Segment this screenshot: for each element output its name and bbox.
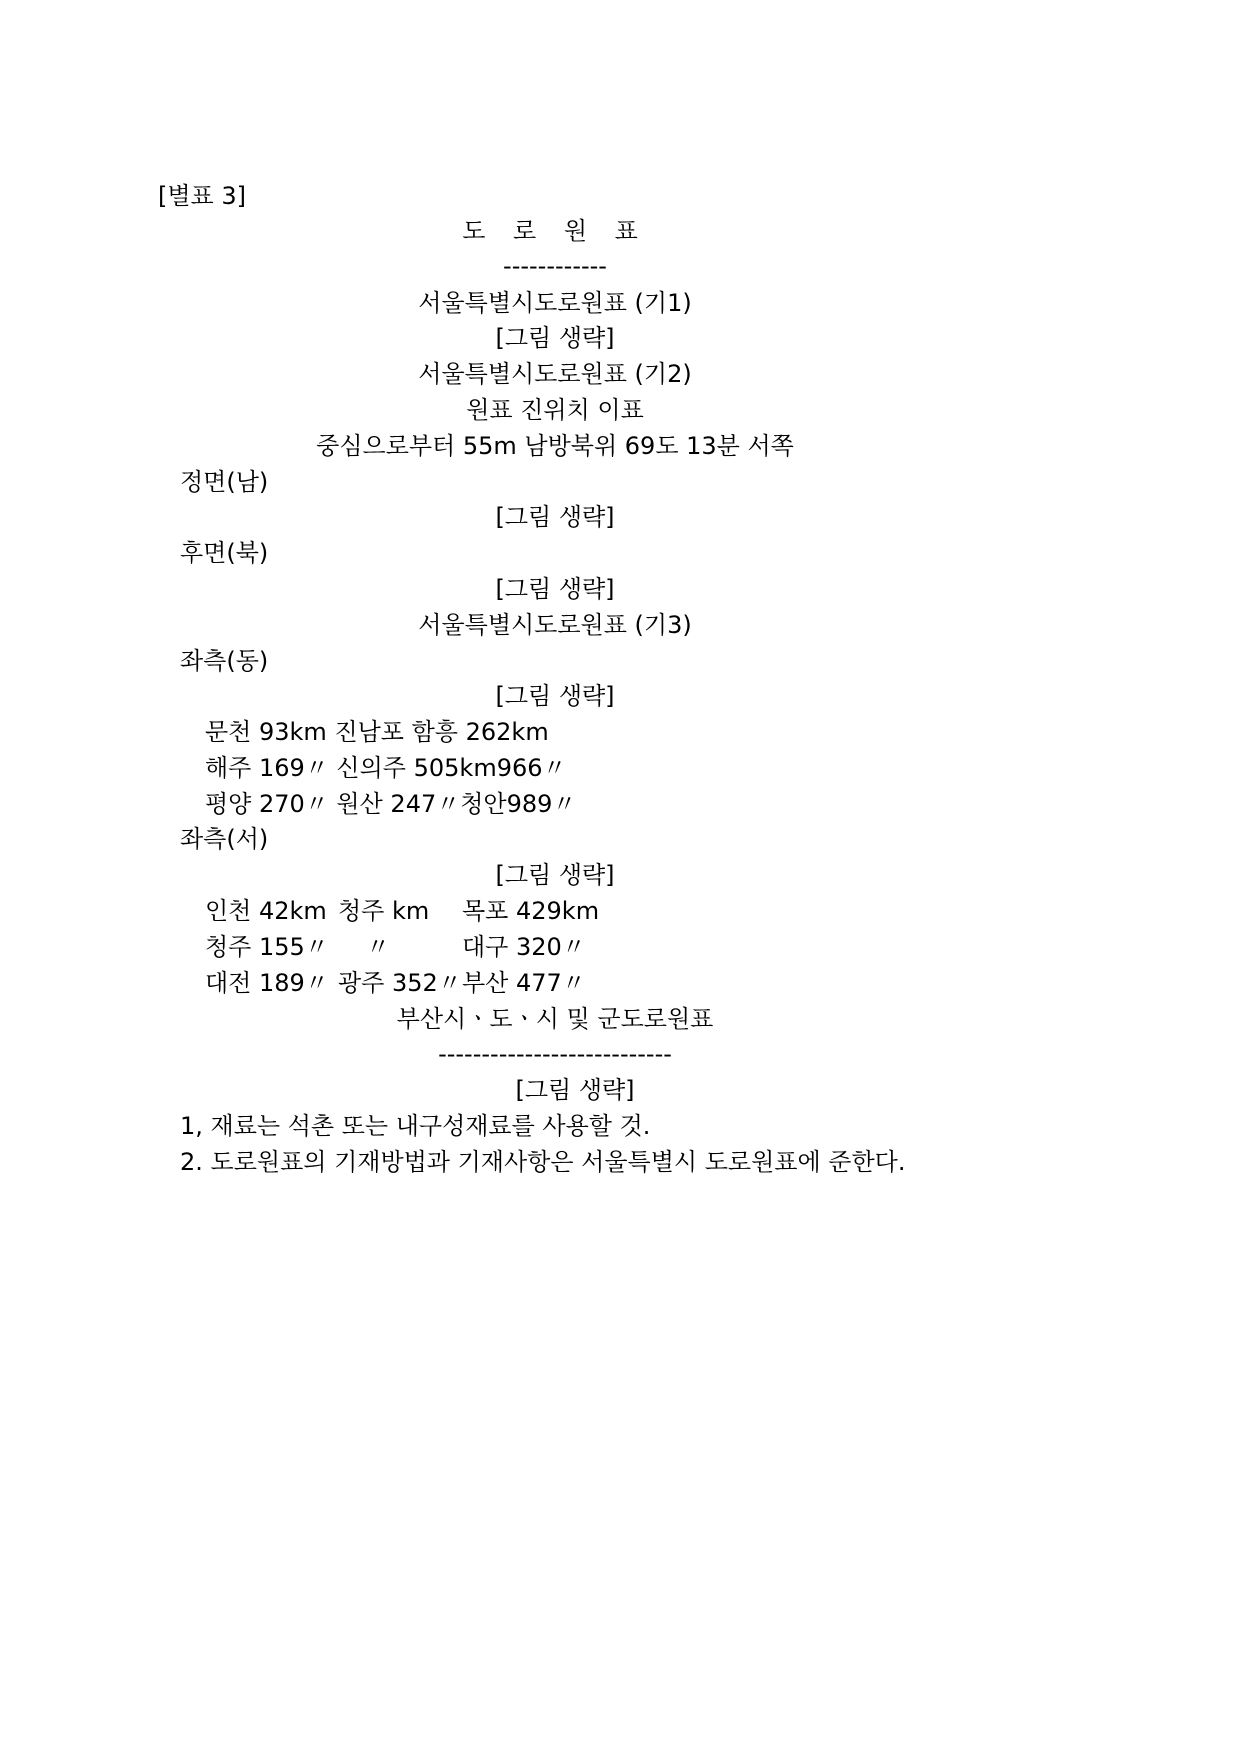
- east-distance-row: 해주 169〃 신의주 505km966〃: [205, 754, 567, 782]
- annex-label: [별표 3]: [158, 182, 246, 210]
- west-distance-cell: 광주 352〃: [338, 969, 462, 997]
- note-item: 2. 도로원표의 기재방법과 기재사항은 서울특별시 도로원표에 준한다.: [180, 1148, 906, 1176]
- seoul-marker-1-heading: 서울특별시도로원표 (기1): [418, 289, 692, 317]
- busan-heading-rule: ---------------------------: [438, 1040, 672, 1068]
- title-rule: ------------: [503, 252, 607, 280]
- west-side-label: 좌측(서): [180, 825, 269, 853]
- east-distance-row: 문천 93km 진남포 함흥 262km: [205, 718, 549, 746]
- figure-omitted: [그림 생략]: [495, 682, 615, 710]
- west-distance-cell: 〃: [366, 933, 390, 961]
- front-side-label: 정면(남): [180, 468, 269, 496]
- seoul-marker-3-heading: 서울특별시도로원표 (기3): [418, 611, 692, 639]
- busan-marker-heading: 부산시ㆍ도ㆍ시 및 군도로원표: [396, 1005, 714, 1033]
- east-distance-row: 평양 270〃 원산 247〃청안989〃: [205, 790, 577, 818]
- seoul-marker-2-heading: 서울특별시도로원표 (기2): [418, 360, 692, 388]
- west-distance-cell: 인천 42km: [205, 897, 327, 925]
- figure-omitted: [그림 생략]: [495, 503, 615, 531]
- document-title: 도 로 원 표: [462, 217, 648, 245]
- west-distance-cell: 청주 km: [338, 897, 430, 925]
- west-distance-cell: 청주 155〃: [205, 933, 329, 961]
- back-side-label: 후면(북): [180, 539, 269, 567]
- marker-location-line-2: 중심으로부터 55m 남방북위 69도 13분 서쪽: [316, 432, 794, 460]
- marker-location-line-1: 원표 진위치 이표: [466, 396, 644, 424]
- east-side-label: 좌측(동): [180, 647, 269, 675]
- note-item: 1, 재료는 석촌 또는 내구성재료를 사용할 것.: [180, 1112, 651, 1140]
- west-distance-cell: 대전 189〃: [205, 969, 329, 997]
- west-distance-cell: 부산 477〃: [462, 969, 586, 997]
- west-distance-cell: 대구 320〃: [462, 933, 586, 961]
- figure-omitted: [그림 생략]: [495, 324, 615, 352]
- figure-omitted: [그림 생략]: [495, 861, 615, 889]
- west-distance-cell: 목포 429km: [462, 897, 600, 925]
- figure-omitted: [그림 생략]: [495, 575, 615, 603]
- figure-omitted: [그림 생략]: [515, 1076, 635, 1104]
